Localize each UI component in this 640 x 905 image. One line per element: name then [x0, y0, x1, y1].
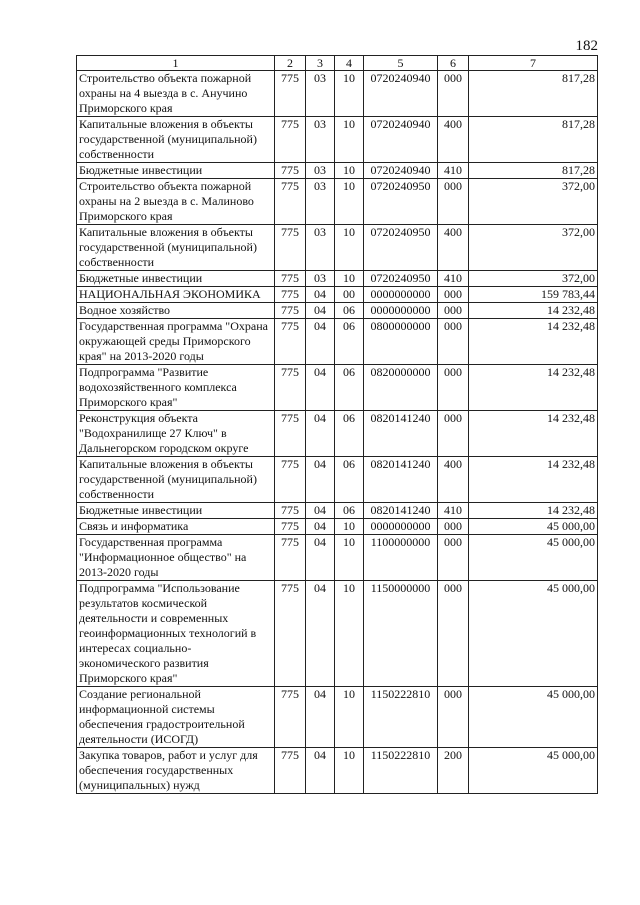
- cell-subsection: 10: [335, 581, 364, 687]
- cell-expense-type: 400: [438, 117, 469, 163]
- cell-subsection: 06: [335, 365, 364, 411]
- cell-section: 04: [306, 457, 335, 503]
- cell-section: 04: [306, 581, 335, 687]
- cell-target-article: 0000000000: [364, 287, 438, 303]
- cell-target-article: 0720240940: [364, 71, 438, 117]
- table-row: [77, 581, 598, 687]
- cell-section: 03: [306, 179, 335, 225]
- cell-section: 03: [306, 71, 335, 117]
- table-row: [77, 179, 598, 225]
- cell-section: 03: [306, 271, 335, 287]
- cell-admin-code: 775: [275, 163, 306, 179]
- cell-subsection: 10: [335, 117, 364, 163]
- cell-section: 04: [306, 535, 335, 581]
- cell-target-article: 1150222810: [364, 748, 438, 794]
- cell-admin-code: 775: [275, 319, 306, 365]
- cell-name: Капитальные вложения в объекты государственной (муниципальной) собственности: [77, 457, 275, 503]
- cell-subsection: 06: [335, 457, 364, 503]
- cell-section: 04: [306, 319, 335, 365]
- cell-admin-code: 775: [275, 748, 306, 794]
- cell-section: 04: [306, 748, 335, 794]
- cell-expense-type: 000: [438, 319, 469, 365]
- cell-expense-type: 410: [438, 163, 469, 179]
- cell-expense-type: 000: [438, 303, 469, 319]
- cell-subsection: 10: [335, 748, 364, 794]
- cell-name: НАЦИОНАЛЬНАЯ ЭКОНОМИКА: [77, 287, 275, 303]
- table-row: [77, 457, 598, 503]
- cell-amount: 159 783,44: [469, 287, 598, 303]
- cell-section: 03: [306, 225, 335, 271]
- cell-amount: 45 000,00: [469, 581, 598, 687]
- cell-admin-code: 775: [275, 411, 306, 457]
- cell-name: Капитальные вложения в объекты государственной (муниципальной) собственности: [77, 225, 275, 271]
- cell-expense-type: 400: [438, 457, 469, 503]
- header-col-1: 1: [77, 56, 275, 71]
- cell-admin-code: 775: [275, 225, 306, 271]
- table-row: [77, 411, 598, 457]
- cell-name: Бюджетные инвестиции: [77, 271, 275, 287]
- cell-section: 03: [306, 117, 335, 163]
- cell-target-article: 0800000000: [364, 319, 438, 365]
- cell-amount: 14 232,48: [469, 303, 598, 319]
- cell-name: Создание региональной информационной системы обеспечения градостроительной деятельности (ИСОГД): [77, 687, 275, 748]
- cell-amount: 45 000,00: [469, 519, 598, 535]
- cell-subsection: 10: [335, 519, 364, 535]
- cell-amount: 45 000,00: [469, 535, 598, 581]
- cell-name: Государственная программа "Охрана окружающей среды Приморского края" на 2013-2020 годы: [77, 319, 275, 365]
- table-row: [77, 365, 598, 411]
- header-col-6: 6: [438, 56, 469, 71]
- table-row: [77, 519, 598, 535]
- table-row: [77, 287, 598, 303]
- cell-target-article: 1150000000: [364, 581, 438, 687]
- cell-amount: 14 232,48: [469, 411, 598, 457]
- cell-section: 04: [306, 687, 335, 748]
- header-col-5: 5: [364, 56, 438, 71]
- cell-target-article: 0000000000: [364, 303, 438, 319]
- table-row: [77, 687, 598, 748]
- table-row: [77, 225, 598, 271]
- cell-subsection: 10: [335, 163, 364, 179]
- cell-expense-type: 000: [438, 287, 469, 303]
- cell-expense-type: 000: [438, 519, 469, 535]
- cell-amount: 817,28: [469, 71, 598, 117]
- cell-target-article: 0720240940: [364, 117, 438, 163]
- cell-name: Закупка товаров, работ и услуг для обеспечения государственных (муниципальных) нужд: [77, 748, 275, 794]
- table-row: [77, 503, 598, 519]
- cell-amount: 817,28: [469, 117, 598, 163]
- cell-subsection: 10: [335, 535, 364, 581]
- cell-expense-type: 000: [438, 535, 469, 581]
- header-row: [77, 56, 598, 71]
- budget-table: [76, 55, 598, 794]
- cell-amount: 45 000,00: [469, 748, 598, 794]
- cell-amount: 372,00: [469, 225, 598, 271]
- cell-admin-code: 775: [275, 117, 306, 163]
- cell-name: Бюджетные инвестиции: [77, 163, 275, 179]
- cell-amount: 372,00: [469, 271, 598, 287]
- cell-expense-type: 000: [438, 365, 469, 411]
- cell-admin-code: 775: [275, 365, 306, 411]
- cell-admin-code: 775: [275, 303, 306, 319]
- cell-target-article: 0820000000: [364, 365, 438, 411]
- cell-target-article: 0720240940: [364, 163, 438, 179]
- cell-amount: 372,00: [469, 179, 598, 225]
- header-col-4: 4: [335, 56, 364, 71]
- header-col-3: 3: [306, 56, 335, 71]
- cell-admin-code: 775: [275, 519, 306, 535]
- cell-section: 04: [306, 303, 335, 319]
- cell-amount: 14 232,48: [469, 319, 598, 365]
- table-row: [77, 117, 598, 163]
- cell-name: Строительство объекта пожарной охраны на 2 выезда в с. Малиново Приморского края: [77, 179, 275, 225]
- cell-name: Подпрограмма "Развитие водохозяйственного комплекса Приморского края": [77, 365, 275, 411]
- cell-expense-type: 410: [438, 271, 469, 287]
- header-col-7: 7: [469, 56, 598, 71]
- cell-admin-code: 775: [275, 535, 306, 581]
- cell-subsection: 06: [335, 503, 364, 519]
- table-row: [77, 163, 598, 179]
- cell-section: 04: [306, 365, 335, 411]
- cell-admin-code: 775: [275, 457, 306, 503]
- cell-expense-type: 000: [438, 581, 469, 687]
- table-row: [77, 535, 598, 581]
- cell-amount: 14 232,48: [469, 457, 598, 503]
- cell-target-article: 0720240950: [364, 271, 438, 287]
- cell-amount: 45 000,00: [469, 687, 598, 748]
- cell-subsection: 00: [335, 287, 364, 303]
- cell-section: 03: [306, 163, 335, 179]
- table-row: [77, 319, 598, 365]
- cell-name: Строительство объекта пожарной охраны на 4 выезда в с. Анучино Приморского края: [77, 71, 275, 117]
- cell-target-article: 0820141240: [364, 457, 438, 503]
- cell-admin-code: 775: [275, 687, 306, 748]
- header-col-2: 2: [275, 56, 306, 71]
- cell-target-article: 0000000000: [364, 519, 438, 535]
- cell-section: 04: [306, 287, 335, 303]
- table-row: [77, 71, 598, 117]
- cell-amount: 14 232,48: [469, 365, 598, 411]
- cell-expense-type: 000: [438, 687, 469, 748]
- cell-section: 04: [306, 519, 335, 535]
- cell-name: Связь и информатика: [77, 519, 275, 535]
- cell-target-article: 0820141240: [364, 503, 438, 519]
- table-row: [77, 748, 598, 794]
- cell-target-article: 0720240950: [364, 225, 438, 271]
- cell-expense-type: 000: [438, 411, 469, 457]
- cell-subsection: 10: [335, 271, 364, 287]
- cell-expense-type: 400: [438, 225, 469, 271]
- cell-subsection: 10: [335, 687, 364, 748]
- table-row: [77, 271, 598, 287]
- cell-name: Бюджетные инвестиции: [77, 503, 275, 519]
- cell-admin-code: 775: [275, 179, 306, 225]
- cell-admin-code: 775: [275, 287, 306, 303]
- cell-section: 04: [306, 503, 335, 519]
- cell-section: 04: [306, 411, 335, 457]
- cell-name: Водное хозяйство: [77, 303, 275, 319]
- cell-subsection: 06: [335, 319, 364, 365]
- cell-amount: 14 232,48: [469, 503, 598, 519]
- cell-name: Реконструкция объекта "Водохранилище 27 Ключ" в Дальнегорском городском округе: [77, 411, 275, 457]
- cell-target-article: 0720240950: [364, 179, 438, 225]
- cell-admin-code: 775: [275, 271, 306, 287]
- cell-admin-code: 775: [275, 503, 306, 519]
- cell-expense-type: 000: [438, 71, 469, 117]
- cell-subsection: 10: [335, 225, 364, 271]
- cell-amount: 817,28: [469, 163, 598, 179]
- cell-target-article: 0820141240: [364, 411, 438, 457]
- cell-expense-type: 200: [438, 748, 469, 794]
- page-number: 182: [575, 38, 598, 54]
- cell-name: Подпрограмма "Использование результатов космической деятельности и современных геоинформационных технологий в интересах социально-экономического развития Приморского края": [77, 581, 275, 687]
- cell-target-article: 1150222810: [364, 687, 438, 748]
- cell-subsection: 10: [335, 71, 364, 117]
- cell-name: Государственная программа "Информационное общество" на 2013-2020 годы: [77, 535, 275, 581]
- cell-admin-code: 775: [275, 71, 306, 117]
- cell-expense-type: 000: [438, 179, 469, 225]
- cell-subsection: 10: [335, 179, 364, 225]
- table-row: [77, 303, 598, 319]
- cell-target-article: 1100000000: [364, 535, 438, 581]
- cell-subsection: 06: [335, 303, 364, 319]
- cell-admin-code: 775: [275, 581, 306, 687]
- cell-name: Капитальные вложения в объекты государственной (муниципальной) собственности: [77, 117, 275, 163]
- cell-expense-type: 410: [438, 503, 469, 519]
- cell-subsection: 06: [335, 411, 364, 457]
